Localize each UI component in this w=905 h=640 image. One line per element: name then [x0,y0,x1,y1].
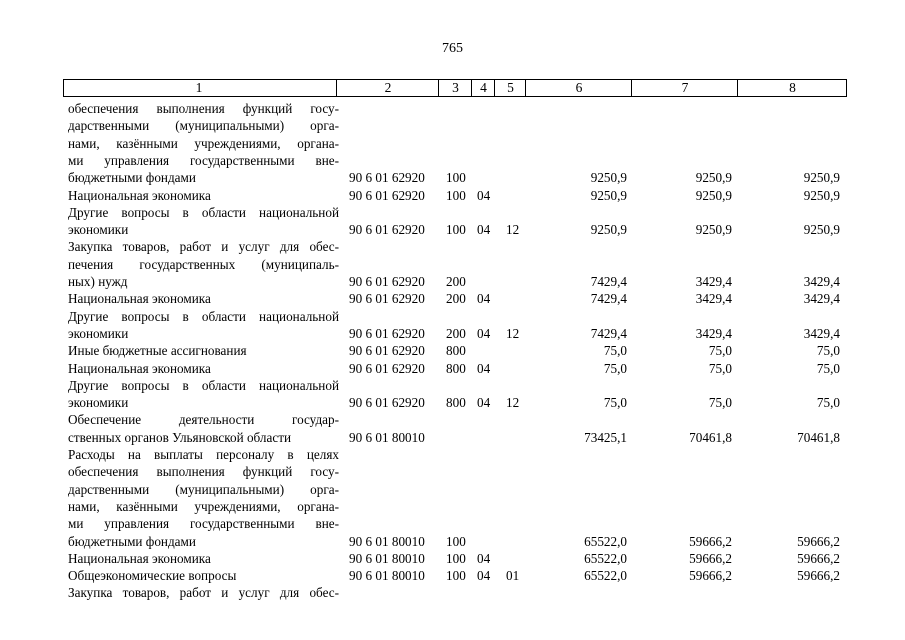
table-row [0,187,905,204]
header-col-3: 3 [438,80,472,96]
table-row [0,169,905,186]
table-row [0,377,905,394]
cell-col-6: 9250,9 [590,222,627,238]
cell-col-5: 12 [506,395,520,411]
cell-col-6: 9250,9 [590,187,627,203]
cell-col-2: 90 6 01 62920 [349,274,425,289]
row-label: Закупка товаров, работ и услуг для обес- [68,585,339,601]
cell-col-4: 04 [477,360,491,376]
table-row [0,238,905,255]
cell-col-7: 3429,4 [695,274,732,289]
table-row [0,515,905,532]
cell-col-8: 3429,4 [803,291,840,307]
cell-col-3: 100 [446,533,466,549]
page-number: 765 [442,41,463,56]
table-row [0,342,905,359]
table-row [0,550,905,567]
row-label: Другие вопросы в области национальной [68,308,339,324]
cell-col-8: 9250,9 [803,187,840,203]
cell-col-8: 59666,2 [797,568,840,584]
table-row [0,273,905,290]
cell-col-3: 800 [446,360,466,376]
table-row [0,204,905,221]
table-row [0,498,905,515]
cell-col-6: 7429,4 [590,274,627,289]
row-label: ми управления государственными вне- [68,152,339,168]
cell-col-6: 75,0 [603,395,627,411]
table-row [0,481,905,498]
table-row [0,533,905,550]
cell-col-4: 04 [477,395,491,411]
cell-col-8: 75,0 [816,343,840,359]
cell-col-8: 59666,2 [797,533,840,549]
table-row [0,360,905,377]
cell-col-3: 800 [446,343,466,359]
row-label: дарственными (муниципальными) орга- [68,481,339,497]
cell-col-7: 9250,9 [695,170,732,186]
table-row [0,584,905,601]
table-row [0,429,905,446]
row-label: ных) нужд [68,274,128,289]
cell-col-3: 100 [446,568,466,584]
cell-col-6: 75,0 [603,360,627,376]
cell-col-5: 12 [506,222,520,238]
row-label: экономики [68,395,129,411]
header-col-5: 5 [494,80,526,96]
row-label: дарственными (муниципальными) орга- [68,118,339,134]
cell-col-2: 90 6 01 80010 [349,429,425,445]
header-col-2: 2 [336,80,439,96]
row-label: Закупка товаров, работ и услуг для обес- [68,239,339,255]
cell-col-8: 70461,8 [797,429,840,445]
table-row [0,446,905,463]
cell-col-8: 3429,4 [803,274,840,289]
cell-col-3: 100 [446,222,466,238]
header-col-6: 6 [525,80,632,96]
cell-col-8: 3429,4 [803,325,840,341]
row-label: Национальная экономика [68,291,211,307]
header-col-7: 7 [631,80,738,96]
cell-col-2: 90 6 01 80010 [349,550,425,566]
cell-col-2: 90 6 01 62920 [349,325,425,341]
cell-col-7: 59666,2 [689,533,732,549]
cell-col-7: 75,0 [708,343,732,359]
cell-col-4: 04 [477,187,491,203]
cell-col-6: 9250,9 [590,170,627,186]
cell-col-6: 75,0 [603,343,627,359]
row-label: ми управления государственными вне- [68,516,339,532]
cell-col-8: 9250,9 [803,222,840,238]
row-label: Национальная экономика [68,187,211,203]
cell-col-8: 9250,9 [803,170,840,186]
table-row [0,256,905,273]
row-label: нами, казёнными учреждениями, органа- [68,498,339,514]
cell-col-6: 7429,4 [590,325,627,341]
header-col-8: 8 [737,80,847,96]
cell-col-2: 90 6 01 62920 [349,291,425,307]
table-row [0,394,905,411]
cell-col-7: 3429,4 [695,291,732,307]
table-row [0,100,905,117]
row-label: Национальная экономика [68,550,211,566]
cell-col-4: 04 [477,325,491,341]
cell-col-3: 100 [446,170,466,186]
cell-col-4: 04 [477,222,491,238]
row-label: обеспечения выполнения функций госу- [68,101,339,116]
row-label: бюджетными фондами [68,533,196,549]
cell-col-7: 75,0 [708,395,732,411]
cell-col-3: 200 [446,325,466,341]
cell-col-2: 90 6 01 62920 [349,395,425,411]
cell-col-2: 90 6 01 62920 [349,170,425,186]
cell-col-2: 90 6 01 80010 [349,533,425,549]
table-row [0,463,905,480]
cell-col-6: 65522,0 [584,533,627,549]
cell-col-4: 04 [477,550,491,566]
cell-col-7: 75,0 [708,360,732,376]
table-row [0,290,905,307]
cell-col-6: 65522,0 [584,550,627,566]
cell-col-3: 200 [446,274,466,289]
cell-col-7: 3429,4 [695,325,732,341]
row-label: Другие вопросы в области национальной [68,377,339,393]
row-label: обеспечения выполнения функций госу- [68,464,339,480]
cell-col-8: 59666,2 [797,550,840,566]
table-row [0,152,905,169]
row-label: экономики [68,222,129,238]
cell-col-2: 90 6 01 62920 [349,222,425,238]
cell-col-8: 75,0 [816,360,840,376]
row-label: Расходы на выплаты персоналу в целях [68,447,339,462]
cell-col-7: 70461,8 [689,429,732,445]
cell-col-5: 01 [506,568,520,584]
cell-col-7: 9250,9 [695,187,732,203]
cell-col-2: 90 6 01 62920 [349,343,425,359]
row-label: бюджетными фондами [68,170,196,186]
cell-col-6: 73425,1 [584,429,627,445]
cell-col-3: 800 [446,395,466,411]
row-label: нами, казёнными учреждениями, органа- [68,135,339,151]
table-row [0,567,905,584]
row-label: Другие вопросы в области национальной [68,204,339,220]
cell-col-5: 12 [506,325,520,341]
cell-col-7: 9250,9 [695,222,732,238]
row-label: Иные бюджетные ассигнования [68,343,247,359]
cell-col-8: 75,0 [816,395,840,411]
cell-col-3: 200 [446,291,466,307]
cell-col-7: 59666,2 [689,550,732,566]
table-header [63,79,847,97]
cell-col-6: 7429,4 [590,291,627,307]
cell-col-2: 90 6 01 62920 [349,187,425,203]
row-label: Национальная экономика [68,360,211,376]
cell-col-2: 90 6 01 80010 [349,568,425,584]
cell-col-4: 04 [477,568,491,584]
row-label: экономики [68,325,129,341]
table-row [0,325,905,342]
table-row [0,411,905,428]
cell-col-6: 65522,0 [584,568,627,584]
cell-col-3: 100 [446,187,466,203]
cell-col-3: 100 [446,550,466,566]
table-row [0,308,905,325]
row-label: Обеспечение деятельности государ- [68,412,339,428]
table-row [0,135,905,152]
table-row [0,221,905,238]
row-label: Общеэкономические вопросы [68,568,237,584]
row-label: ственных органов Ульяновской области [68,429,292,445]
cell-col-4: 04 [477,291,491,307]
row-label: печения государственных (муниципаль- [68,256,339,272]
header-col-4: 4 [471,80,495,96]
header-col-1: 1 [195,80,203,95]
table-row [0,117,905,134]
cell-col-2: 90 6 01 62920 [349,360,425,376]
cell-col-7: 59666,2 [689,568,732,584]
